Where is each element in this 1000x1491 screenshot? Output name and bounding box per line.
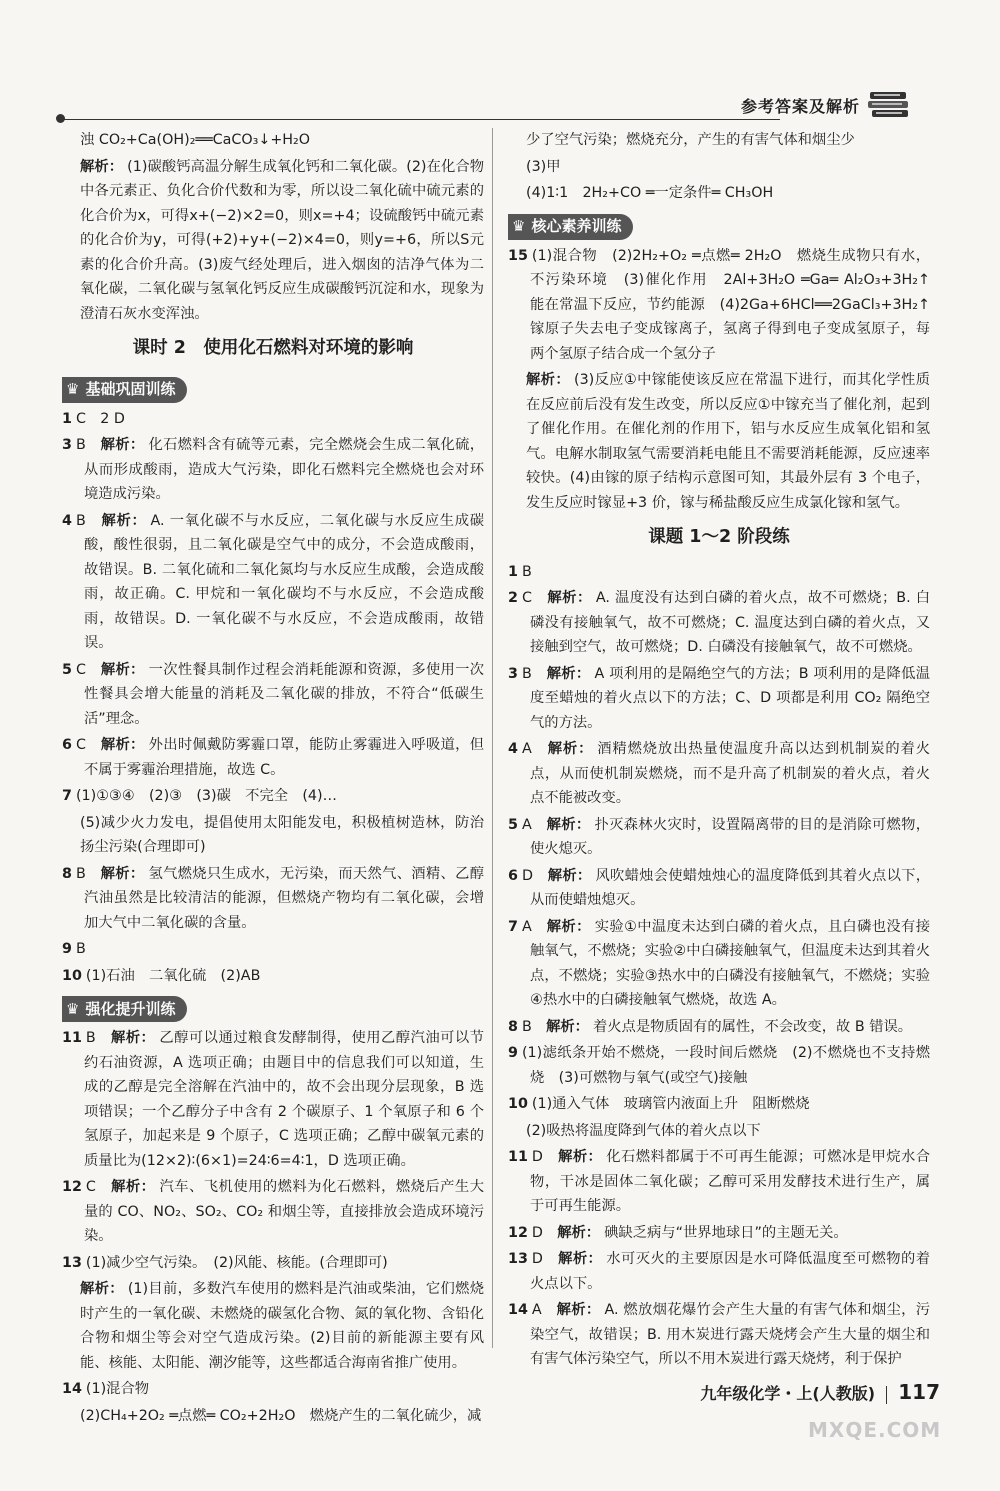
analysis-text: 酒精燃烧放出热量使温度升高以达到机制炭的着火点，从而使机制炭燃烧，而不是升高了机制炭的着火点，着火点不能被改变。: [530, 741, 931, 806]
section-label: 核心素养训练: [531, 217, 622, 236]
answer-item: [508, 915, 930, 1013]
question-number: 2: [508, 590, 518, 606]
analysis-label: 解析：: [80, 158, 124, 175]
left-column: [62, 128, 485, 1424]
answer-text: 少了空气污染；燃烧充分，产生的有害气体和烟尘少: [526, 132, 855, 148]
section-label: 基础巩固训练: [85, 380, 176, 399]
page-header: [60, 88, 940, 124]
answer-text: B: [75, 512, 102, 529]
answer-text: C: [521, 590, 548, 606]
footer-subject: 九年级化学・上(人教版): [700, 1384, 876, 1403]
answer-text: B: [521, 1018, 547, 1035]
answer-text: (1)碳酸钙高温分解生成氧化钙和二氧化碳。(2)在化合物中各元素正、负化合价代数和为零，所以设二氧化硫中硫元素的化合价为x，可得x+(−2)×2=0，则x=+4；设硫酸钙中硫元素的化合价为y，可得(+2)+y+(−2)×4=0，则y=+6，所以S元素的化合价升高。(3)废气经处理后，进入烟囱的洁净气体为二氧化碳，二氧化碳与氢氧化钙反应生成碳酸钙沉淀和水，现象为澄清石灰水变浑浊。: [80, 158, 484, 322]
analysis-text: 风吹蜡烛会使蜡烛烛心的温度降低到其着火点以下，从而使蜡烛熄灭。: [530, 867, 930, 908]
answer-text: B: [75, 865, 101, 882]
answer-text: (5)减少火力发电，提倡使用太阳能发电，积极植树造林，防治扬尘污染(合理即可): [80, 814, 484, 855]
analysis-label: 解析：: [547, 590, 592, 606]
analysis-text: 扑灭森林火灾时，设置隔离带的目的是消除可燃物，使火熄灭。: [530, 816, 931, 857]
analysis-text: 水可灭火的主要原因是水可降低温度至可燃物的着火点以下。: [530, 1251, 931, 1292]
answer-text: (1)混合物 (2)2H₂+O₂ ═点燃═ 2H₂O 燃烧生成物只有水，不污染环境 (3)催化作用 2Al+3H₂O ═Ga═ Al₂O₃+3H₂↑ 能在常温下反应，节约能源 (4)2Ga+6HCl══2GaCl₃+3H₂↑ 镓原子失去电子变成镓离子，氢离子得到电子变成氢原子，每两个氢原子结合成一个氢分子: [530, 247, 945, 362]
answer-item: [508, 560, 930, 585]
analysis-label: 解析：: [547, 741, 594, 757]
analysis-label: 解析：: [546, 665, 591, 682]
column-divider: [492, 128, 493, 1348]
answer-item: [62, 509, 484, 656]
footer-separator: [886, 1386, 887, 1404]
answer-item: [62, 128, 484, 153]
answer-text: (1)目前，多数汽车使用的燃料是汽油或柴油，它们燃烧时产生的一氧化碳、未燃烧的碳氢化合物、氮的氧化物、含铅化合物和烟尘等会对空气造成污染。(2)目前的新能源主要有风能、核能、太阳能、潮汐能等，这些都适合海南省推广使用。: [80, 1281, 485, 1371]
analysis-text: A. 温度没有达到白磷的着火点，故不可燃烧；B. 白磷没有接触氧气，故不可燃烧；C. 温度达到白磷的着火点，又接触到空气，故可燃烧；D. 白磷没有接触氧气，故不可燃烧。: [530, 590, 931, 655]
analysis-label: 解析：: [556, 1302, 601, 1318]
answer-text: (1)①③④ (2)③ (3)碳 不完全 (4)…: [75, 788, 337, 804]
analysis-text: A 项利用的是隔绝空气的方法；B 项利用的是降低温度至蜡烛的着火点以下的方法；C、D 项都是利用 CO₂ 隔绝空气的方法。: [530, 665, 930, 731]
answer-item: [508, 1298, 930, 1372]
answer-text: (2)吸热将温度降到气体的着火点以下: [526, 1122, 761, 1139]
question-number: 14: [62, 1381, 82, 1397]
analysis-label: 解析：: [557, 1224, 601, 1241]
answer-item: [62, 964, 484, 989]
analysis-text: 汽车、飞机使用的燃料为化石燃料，燃烧后产生大量的 CO、NO₂、SO₂、CO₂ 和烟尘等，直接排放会造成环境污染。: [84, 1179, 485, 1244]
analysis-text: 着火点是物质固有的属性，不会改变，故 B 错误。: [592, 1018, 913, 1035]
question-number: 13: [508, 1251, 528, 1267]
answer-item: [508, 864, 930, 913]
answer-item: [62, 811, 484, 860]
answer-text: C 2 D: [75, 410, 125, 427]
answer-text: (1)通入气体 玻璃管内液面上升 阻断燃烧: [531, 1096, 810, 1112]
analysis-label: 解析：: [546, 816, 591, 833]
question-number: 5: [62, 661, 72, 678]
question-number: 9: [508, 1045, 518, 1061]
answer-text: (3)甲: [526, 158, 561, 175]
right-column: [508, 128, 945, 1367]
analysis-label: 解析：: [80, 1281, 124, 1297]
question-number: 4: [62, 512, 72, 529]
answer-text: C: [85, 1179, 112, 1195]
question-number: 12: [62, 1179, 82, 1195]
question-number: 11: [508, 1149, 528, 1165]
answer-item: [62, 1277, 484, 1375]
question-number: 14: [508, 1302, 528, 1318]
answer-text: A: [531, 1302, 557, 1318]
answer-text: B: [85, 1030, 111, 1046]
answer-item: [508, 368, 930, 515]
crown-icon: ♛: [512, 217, 526, 236]
section-banner: [508, 214, 633, 240]
crown-icon: ♛: [66, 999, 80, 1018]
analysis-text: 碘缺乏病与“世界地球日”的主题无关。: [604, 1224, 848, 1241]
watermark-logo: MXQE.COM: [808, 1418, 942, 1442]
question-number: 7: [508, 918, 518, 935]
page-footer: [600, 1380, 940, 1410]
answer-text: D: [521, 867, 548, 884]
answer-text: (3)反应①中镓能使该反应在常温下进行，而其化学性质在反应前后没有发生改变，所以反应①中镓充当了催化剂，起到了催化作用。在催化剂的作用下，铝与水反应生成氧化铝和氢气。电解水制取氢气需要消耗电能且不需要消耗能源，反应速率较快。(4)由镓的原子结构示意图可知，其最外层有 3 个电子，发生反应时镓显+3 价，镓与稀盐酸反应生成氯化镓和氢气。: [526, 372, 931, 511]
answer-item: [62, 733, 484, 782]
analysis-text: 一次性餐具制作过程会消耗能源和资源，多使用一次性餐具会增大能量的消耗及二氧化碳的排放，不符合“低碳生活”理念。: [84, 661, 485, 727]
question-number: 10: [62, 967, 82, 984]
answer-item: [62, 1404, 484, 1429]
answer-text: (2)CH₄+2O₂ ═点燃═ CO₂+2H₂O 燃烧产生的二氧化硫少，减: [80, 1407, 482, 1424]
answer-item: [508, 737, 930, 811]
answer-text: A: [521, 741, 548, 757]
analysis-text: 氢气燃烧只生成水，无污染，而天然气、酒精、乙醇汽油虽然是比较清洁的能源，但燃烧产物均有二氧化碳，会增加大气中二氧化碳的含量。: [84, 865, 485, 931]
answer-item: [508, 1092, 930, 1117]
analysis-label: 解析：: [546, 1018, 589, 1035]
answer-text: 浊 CO₂+Ca(OH)₂══CaCO₃↓+H₂O: [80, 132, 311, 148]
question-number: 6: [62, 737, 72, 753]
question-number: 12: [508, 1224, 528, 1241]
crown-icon: ♛: [66, 380, 80, 399]
answer-item: [508, 244, 945, 367]
answer-text: C: [75, 661, 101, 678]
question-number: 1: [62, 410, 72, 427]
answer-text: (4)1∶1 2H₂+CO ═一定条件═ CH₃OH: [526, 185, 774, 201]
analysis-text: A. 燃放烟花爆竹会产生大量的有害气体和烟尘，污染空气，故错误；B. 用木炭进行露天烧烤会产生大量的烟尘和有害气体污染空气，所以不用木炭进行露天烧烤，利于保护: [530, 1302, 931, 1367]
answer-item: [62, 784, 484, 809]
question-number: 10: [508, 1096, 528, 1112]
answer-item: [62, 1251, 484, 1276]
answer-item: [508, 1247, 930, 1296]
question-number: 8: [62, 865, 72, 882]
answer-item: [508, 1221, 930, 1246]
answer-item: [62, 407, 484, 432]
question-number: 13: [62, 1254, 82, 1271]
answer-text: A: [521, 918, 547, 935]
section-label: 强化提升训练: [85, 999, 176, 1018]
question-number: 3: [62, 437, 72, 453]
question-number: 4: [508, 741, 518, 757]
answer-text: D: [531, 1224, 558, 1241]
answer-text: D: [531, 1149, 559, 1165]
answer-item: [62, 1377, 484, 1402]
question-number: 11: [62, 1030, 82, 1046]
analysis-text: 外出时佩戴防雾霾口罩，能防止雾霾进入呼吸道，但不属于雾霾治理措施，故选 C。: [84, 737, 485, 778]
answer-item: [62, 1175, 484, 1249]
answer-item: [62, 658, 484, 732]
answer-item: [508, 1015, 930, 1040]
analysis-text: 化石燃料含有硫等元素，完全燃烧会生成二氧化硫，从而形成酸雨，造成大气污染，即化石燃料完全燃烧也会对环境造成污染。: [84, 437, 485, 502]
header-title: 参考答案及解析: [740, 97, 860, 116]
analysis-label: 解析：: [101, 512, 147, 529]
answer-item: [508, 181, 930, 206]
answer-text: A: [521, 816, 547, 833]
answer-item: [62, 1026, 484, 1173]
lesson-title: 课时 2 使用化石燃料对环境的影响: [132, 338, 414, 358]
analysis-label: 解析：: [558, 1251, 603, 1267]
answer-text: B: [75, 437, 101, 453]
answer-item: [508, 1145, 930, 1219]
analysis-text: 化石燃料都属于不可再生能源；可燃冰是甲烷水合物，干冰是固体二氧化碳；乙醇可采用发酵技术进行生产，属于可再生能源。: [530, 1149, 931, 1214]
question-number: 5: [508, 816, 518, 833]
answer-text: C: [75, 737, 101, 753]
header-rule: [60, 119, 780, 120]
answer-text: (1)滤纸条开始不燃烧，一段时间后燃烧 (2)不燃烧也不支持燃烧 (3)可燃物与氧气(或空气)接触: [521, 1045, 930, 1086]
lesson-title: 课题 1～2 阶段练: [648, 527, 790, 547]
question-number: 7: [62, 788, 72, 804]
analysis-label: 解析：: [111, 1179, 156, 1195]
answer-item: [62, 937, 484, 962]
answer-text: D: [531, 1251, 559, 1267]
question-number: 15: [508, 247, 528, 264]
question-number: 3: [508, 665, 518, 682]
question-number: 9: [62, 941, 72, 957]
analysis-label: 解析：: [110, 1030, 156, 1046]
answer-item: [62, 155, 484, 327]
answer-item: [508, 1119, 930, 1144]
answer-item: [508, 586, 930, 660]
analysis-label: 解析：: [547, 867, 592, 884]
answer-item: [508, 813, 930, 862]
analysis-label: 解析：: [100, 437, 145, 453]
books-icon: [866, 88, 912, 124]
answer-item: [62, 433, 484, 507]
answer-item: [508, 128, 930, 153]
answer-text: (1)减少空气污染。 (2)风能、核能。(合理即可): [85, 1254, 388, 1271]
answer-text: (1)混合物: [85, 1381, 150, 1397]
question-number: 6: [508, 867, 518, 884]
answer-item: [508, 155, 930, 180]
answer-text: B: [521, 563, 532, 580]
analysis-label: 解析：: [526, 372, 570, 388]
section-banner: [62, 996, 187, 1022]
answer-item: [508, 1041, 930, 1090]
page-number: 117: [898, 1380, 940, 1404]
analysis-label: 解析：: [546, 918, 591, 935]
section-banner: [62, 377, 187, 403]
question-number: 1: [508, 563, 518, 580]
analysis-label: 解析：: [100, 661, 145, 678]
analysis-label: 解析：: [558, 1149, 603, 1165]
answer-item: [62, 862, 484, 936]
answer-text: B: [521, 665, 547, 682]
analysis-text: 实验①中温度未达到白磷的着火点，且白磷也没有接触氧气，不燃烧；实验②中白磷接触氧气，但温度未达到其着火点，不燃烧；实验③热水中的白磷没有接触氧气，不燃烧；实验④热水中的白磷接触氧气燃烧，故选 A。: [530, 918, 931, 1008]
question-number: 8: [508, 1018, 518, 1035]
answer-text: (1)石油 二氧化硫 (2)AB: [85, 967, 261, 984]
analysis-label: 解析：: [100, 865, 145, 882]
analysis-text: A. 一氧化碳不与水反应，二氧化碳与水反应生成碳酸，酸性很弱，且二氧化碳是空气中的成分，不会造成酸雨，故错误。B. 二氧化硫和二氧化氮均与水反应生成酸，会造成酸雨，故正确。C. 甲烷和一氧化碳均不与水反应，不会造成酸雨，故错误。D. 一氧化碳不与水反应，不会造成酸雨，故错误。: [84, 512, 485, 651]
answer-text: B: [75, 941, 86, 957]
analysis-label: 解析：: [100, 737, 145, 753]
answer-item: [508, 662, 930, 736]
analysis-text: 乙醇可以通过粮食发酵制得，使用乙醇汽油可以节约石油资源，A 选项正确；由题目中的信息我们可以知道，生成的乙醇是完全溶解在汽油中的，故不会出现分层现象，B 选项错误；一个乙醇分子中含有 2 个碳原子、1 个氧原子和 6 个氢原子，加起来是 9 个原子，C 选项正确；乙醇中碳氧元素的质量比为(12×2)∶(6×1)=24∶6=4∶1，D 选项正确。: [84, 1030, 485, 1169]
